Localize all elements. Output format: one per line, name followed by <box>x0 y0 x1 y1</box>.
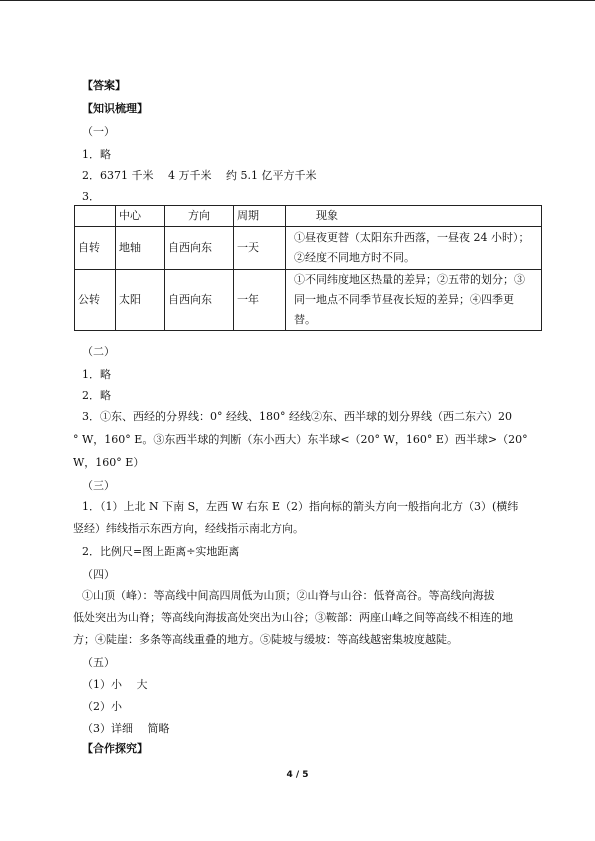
table-header-cell: 方向 <box>165 206 234 227</box>
part4-line1: ①山顶（峰）：等高线中间高四周低为山顶；②山脊与山谷：低脊高谷。等高线向海拔 <box>82 589 495 602</box>
table-row <box>75 270 542 331</box>
section-four-label: （四） <box>82 568 115 581</box>
part2-line1: 1．略 <box>82 368 111 381</box>
part4-line2: 低处突出为山脊；等高线向海拔高处突出为山谷；③鞍部：两座山峰之间等高线不相连的地 <box>73 611 513 624</box>
table-header-cell: 中心 <box>116 206 165 227</box>
part5-line2: （2）小 <box>82 700 122 713</box>
answer-heading: 【答案】 <box>82 79 126 92</box>
part2-line3a: 3．①东、西经的分界线：0° 经线、180° 经线②东、西半球的划分界线（西二东六）20 <box>82 410 512 423</box>
part1-line2: 2．6371 千米 4 万千米 约 5.1 亿平方千米 <box>82 169 317 182</box>
part1-line1: 1．略 <box>82 148 111 161</box>
table-cell: 一天 <box>234 227 286 270</box>
table-cell: 太阳 <box>116 270 165 331</box>
earth-motion-table <box>74 205 542 331</box>
section-five-label: （五） <box>82 656 115 669</box>
part3-line1b: 竖经）纬线指示东西方向，经线指示南北方向。 <box>73 522 304 535</box>
table-cell: ①昼夜更替（太阳东升西落，一昼夜 24 小时）；②经度不同地方时不同。 <box>286 227 542 270</box>
table-header-cell: 周期 <box>234 206 286 227</box>
part1-line3: 3． <box>82 190 100 203</box>
part2-line3b: ° W，160° E。③东西半球的判断（东小西大）东半球<（20° W，160° E）西半球>（20° <box>73 433 528 446</box>
section-two-label: （二） <box>82 345 115 358</box>
cooperate-heading: 【合作探究】 <box>82 742 148 755</box>
table-cell: 自转 <box>75 227 116 270</box>
knowledge-heading: 【知识梳理】 <box>82 102 148 115</box>
table-cell: ①不同纬度地区热量的差异；②五带的划分；③同一地点不同季节昼夜长短的差异；④四季更替。 <box>286 270 542 331</box>
table-cell: 自西向东 <box>165 270 234 331</box>
part3-line2: 2．比例尺=图上距离÷实地距离 <box>82 545 240 558</box>
part2-line3c: W，160° E） <box>73 456 145 469</box>
part4-line3: 方；④陡崖：多条等高线重叠的地方。⑤陡坡与缓坡：等高线越密集坡度越陡。 <box>73 633 458 646</box>
table-cell: 公转 <box>75 270 116 331</box>
part5-line1: （1）小 大 <box>82 678 148 691</box>
page-top-rule <box>0 0 595 1</box>
section-three-label: （三） <box>82 479 115 492</box>
table-header-row <box>75 206 542 227</box>
table-header-cell: 现象 <box>286 206 542 227</box>
page-number: 4 / 5 <box>286 770 309 780</box>
table-cell: 地轴 <box>116 227 165 270</box>
table-cell: 一年 <box>234 270 286 331</box>
table-row <box>75 227 542 270</box>
part2-line2: 2．略 <box>82 389 111 402</box>
part5-line3: （3）详细 简略 <box>82 722 170 735</box>
table-header-cell <box>75 206 116 227</box>
table-cell: 自西向东 <box>165 227 234 270</box>
section-one-label: （一） <box>82 125 115 138</box>
part3-line1a: 1．（1）上北 N 下南 S，左西 W 右东 E（2）指向标的箭头方向一般指向北方（3）(横纬 <box>82 500 519 513</box>
